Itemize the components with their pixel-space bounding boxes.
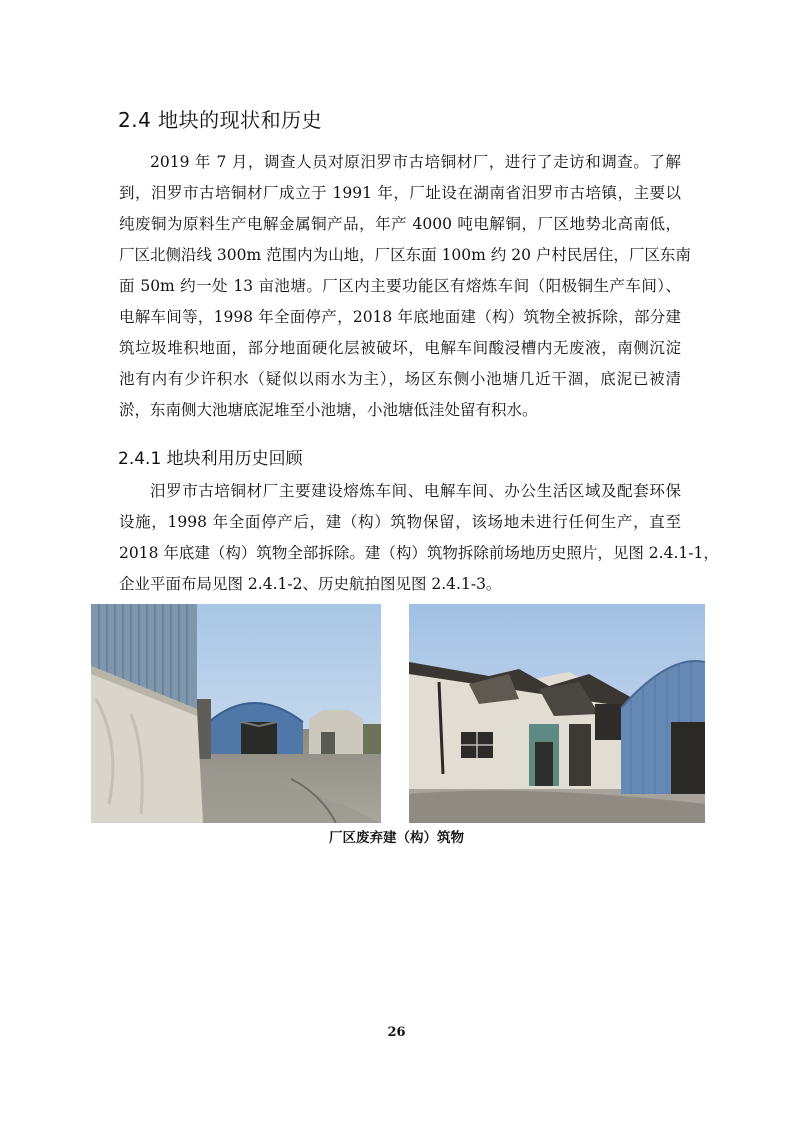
paragraph-line: 汨罗市古培铜材厂主要建设熔炼车间、电解车间、办公生活区域及配套环保 [150, 482, 681, 500]
paragraph-line: 电解车间等，1998 年全面停产，2018 年底地面建（构）筑物全被拆除，部分建 [119, 308, 681, 326]
paragraph-line: 厂区北侧沿线 300m 范围内为山地，厂区东面 100m 约 20 户村民居住，厂区东南 [119, 246, 691, 264]
paragraph-line: 面 50m 约一处 13 亩池塘。厂区内主要功能区有熔炼车间（阳极铜生产车间）、 [119, 277, 681, 295]
figure-caption: 厂区废弃建（构）筑物 [329, 830, 464, 846]
paragraph-line: 筑垃圾堆积地面，部分地面硬化层被破坏，电解车间酸浸槽内无废液，南侧沉淀 [119, 339, 681, 357]
section-title: 2.4 地块的现状和历史 [118, 108, 323, 132]
site-photo-left [91, 604, 381, 823]
paragraph-line: 池有内有少许积水（疑似以雨水为主），场区东侧小池塘几近干涸，底泥已被清 [119, 370, 681, 388]
paragraph-line: 到，汨罗市古培铜材厂成立于 1991 年，厂址设在湖南省汨罗市古培镇，主要以 [119, 184, 681, 202]
paragraph-line: 2018 年底建（构）筑物全部拆除。建（构）筑物拆除前场地历史照片，见图 2.4.1-1， [119, 544, 719, 562]
paragraph-line: 2019 年 7 月，调查人员对原汨罗市古培铜材厂，进行了走访和调查。了解 [150, 153, 681, 171]
paragraph-line: 企业平面布局见图 2.4.1-2、历史航拍图见图 2.4.1-3。 [119, 575, 502, 593]
paragraph-line: 纯废铜为原料生产电解金属铜产品，年产 4000 吨电解铜，厂区地势北高南低， [119, 215, 681, 233]
site-photo-right [409, 604, 705, 823]
page-number: 26 [387, 1025, 406, 1040]
paragraph-line: 设施，1998 年全面停产后，建（构）筑物保留，该场地未进行任何生产，直至 [119, 513, 681, 531]
subsection-title: 2.4.1 地块利用历史回顾 [118, 449, 303, 469]
paragraph-line: 淤，东南侧大池塘底泥堆至小池塘，小池塘低洼处留有积水。 [119, 401, 538, 419]
